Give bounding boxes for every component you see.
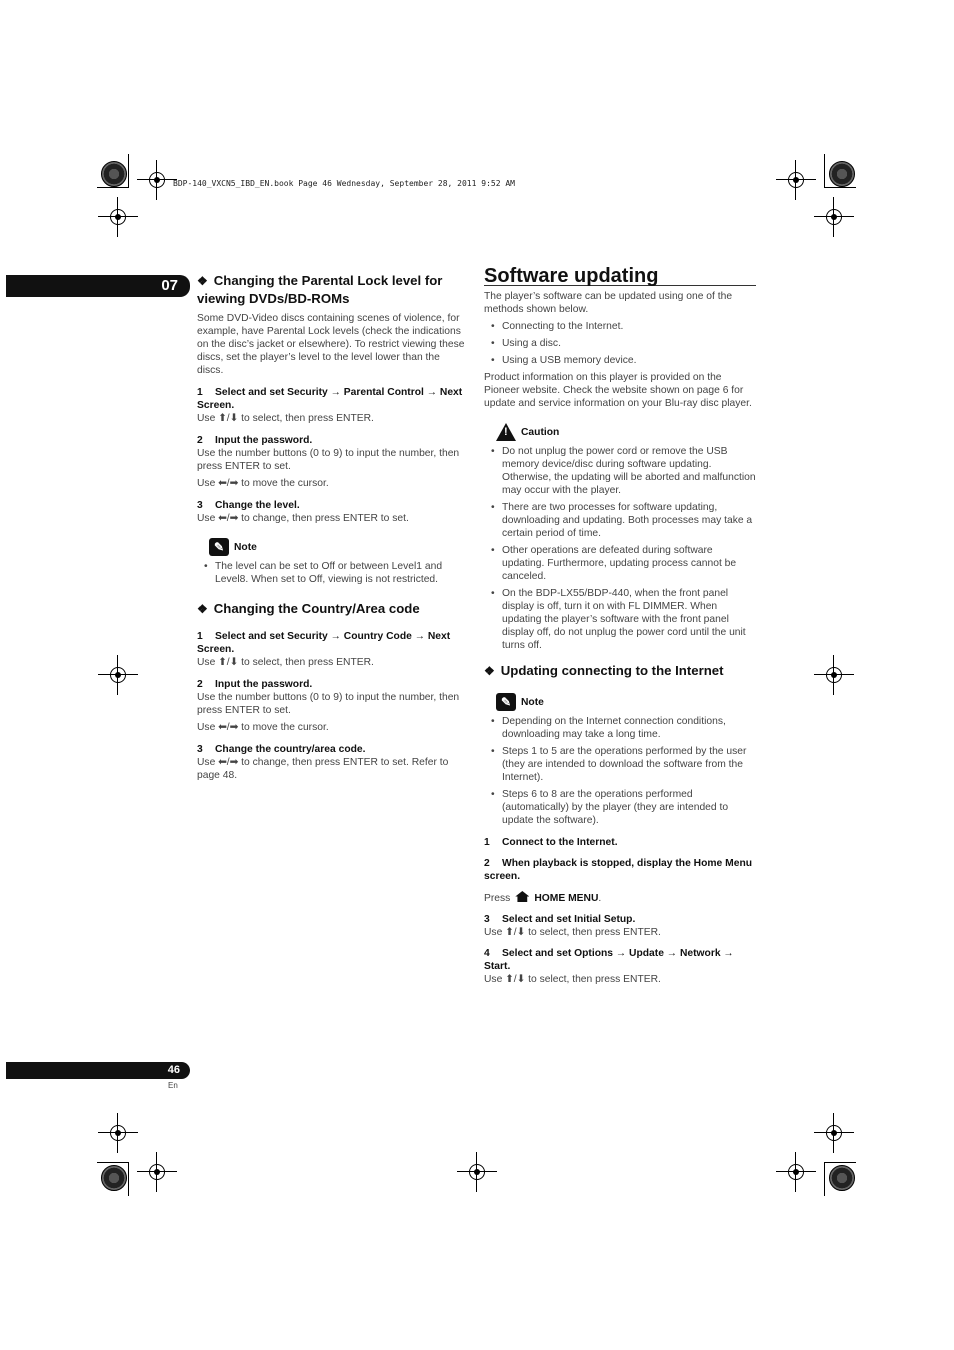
step-heading: 3 Change the country/area code. <box>197 744 366 755</box>
step-description: Press HOME MENU. <box>484 893 602 904</box>
file-header: BDP-140_VXCN5_IBD_EN.book Page 46 Wednesday, September 28, 2011 9:52 AM <box>173 179 515 188</box>
pencil-note-icon: ✎ <box>496 693 516 711</box>
step-description: Use ⬅/➡ to move the cursor. <box>197 478 329 489</box>
registration-mark <box>98 655 138 695</box>
registration-disc <box>829 161 855 187</box>
crop-line <box>824 187 856 188</box>
step-description: Use ⬆/⬇ to select, then press ENTER. <box>197 413 374 424</box>
diamond-icon: ❖ <box>197 602 208 616</box>
crop-line <box>128 154 129 188</box>
crop-line <box>128 1162 129 1196</box>
crop-line <box>824 154 825 188</box>
list-item: • Other operations are defeated during software updating. Furthermore, updating process cannot be canceled. <box>484 544 756 583</box>
paragraph: Some DVD-Video discs containing scenes of violence, for example, have Parental Lock levels (check the indications on the disc’s jacket or elsewhere). To restrict viewing these discs, set the player’s level to the level lower than the discs. <box>197 313 465 376</box>
paragraph: Product information on this player is provided on the Pioneer website. Check the website shown on page 6 for update and service information on your Blu-ray disc player. <box>484 372 752 409</box>
registration-mark <box>814 197 854 237</box>
section-heading: ❖ Changing the Country/Area code <box>197 601 420 616</box>
page-number: 46 <box>167 1064 180 1076</box>
page-number-tab <box>6 1062 190 1079</box>
step-heading: 1 Select and set Security → Country Code → Next Screen. <box>197 631 451 655</box>
chapter-number: 07 <box>161 277 178 294</box>
list-item: • Using a disc. <box>484 337 756 350</box>
list-item: • Do not unplug the power cord or remove the USB memory device/disc during software updating. Otherwise, the updating will be aborted and malfunction may occur with the player. <box>484 445 756 497</box>
step-heading: 2 Input the password. <box>197 679 313 690</box>
registration-mark <box>457 1152 497 1192</box>
step-description: Use ⬅/➡ to move the cursor. <box>197 722 329 733</box>
pencil-note-icon: ✎ <box>209 538 229 556</box>
registration-mark <box>98 1113 138 1153</box>
list-item: • Using a USB memory device. <box>484 354 756 367</box>
crop-line <box>97 187 129 188</box>
right-column <box>484 265 756 986</box>
step-description: Use ⬆/⬇ to select, then press ENTER. <box>197 657 374 668</box>
paragraph: The player’s software can be updated using one of the methods shown below. <box>484 291 733 315</box>
home-menu-label: HOME MENU <box>534 893 599 904</box>
registration-mark <box>776 1152 816 1192</box>
step-description: Use the number buttons (0 to 9) to input the number, then press ENTER to set. <box>197 448 460 472</box>
language-label: En <box>168 1081 178 1090</box>
registration-mark <box>814 1113 854 1153</box>
list-item: • Steps 6 to 8 are the operations performed (automatically) by the player (they are intended to update the software). <box>484 788 756 827</box>
step-heading: 1 Select and set Security → Parental Control → Next Screen. <box>197 387 463 411</box>
list-item: • The level can be set to Off or between Level1 and Level8. When set to Off, viewing is not restricted. <box>197 560 469 586</box>
step-heading: 3 Change the level. <box>197 500 300 511</box>
caution-heading: ! Caution <box>496 423 756 441</box>
note-list <box>197 560 469 586</box>
registration-disc <box>101 1165 127 1191</box>
section-heading: ❖ Updating connecting to the Internet <box>484 663 724 678</box>
step-description: Use ⬆/⬇ to select, then press ENTER. <box>484 927 661 938</box>
step-description: Use ⬅/➡ to change, then press ENTER to set. <box>197 513 409 524</box>
page-title: Software updating <box>484 270 756 286</box>
step-heading: 2 Input the password. <box>197 435 313 446</box>
step-description: Use ⬅/➡ to change, then press ENTER to set. Refer to page 48. <box>197 757 449 781</box>
step-heading: 4 Select and set Options → Update → Network → Start. <box>484 948 734 972</box>
registration-mark <box>137 1152 177 1192</box>
step-heading: 1 Connect to the Internet. <box>484 837 618 848</box>
step-description: Use the number buttons (0 to 9) to input the number, then press ENTER to set. <box>197 692 460 716</box>
step-heading: 3 Select and set Initial Setup. <box>484 914 636 925</box>
note-list <box>484 715 756 827</box>
list-item: • There are two processes for software updating, downloading and updating. Both processes may take a certain period of time. <box>484 501 756 540</box>
list-item: • Steps 1 to 5 are the operations performed by the user (they are intended to download the software from the Internet). <box>484 745 756 784</box>
step-description: Use ⬆/⬇ to select, then press ENTER. <box>484 974 661 985</box>
diamond-icon: ❖ <box>197 274 208 288</box>
crop-line <box>824 1162 825 1196</box>
registration-mark <box>776 160 816 200</box>
diamond-icon: ❖ <box>484 664 495 678</box>
list-item: • On the BDP-LX55/BDP-440, when the front panel display is off, turn it on with FL DIMMER. When updating the player’s software with the front panel display off, do not unplug the power cord until the unit turns off. <box>484 587 756 652</box>
left-column <box>197 272 469 782</box>
registration-mark <box>137 160 177 200</box>
methods-list <box>484 320 756 367</box>
registration-disc <box>101 161 127 187</box>
warning-icon <box>496 423 516 441</box>
registration-disc <box>829 1165 855 1191</box>
list-item: • Depending on the Internet connection conditions, downloading may take a long time. <box>484 715 756 741</box>
home-icon <box>515 891 529 902</box>
crop-line <box>97 1162 129 1163</box>
note-heading: ✎ Note <box>209 538 469 556</box>
list-item: • Connecting to the Internet. <box>484 320 756 333</box>
registration-mark <box>98 197 138 237</box>
crop-line <box>824 1162 856 1163</box>
section-heading: ❖ Changing the Parental Lock level for viewing DVDs/BD-ROMs <box>197 273 443 306</box>
step-heading: 2 When playback is stopped, display the Home Menu screen. <box>484 858 753 882</box>
chapter-tab <box>6 275 190 297</box>
caution-list <box>484 445 756 652</box>
note-heading: ✎ Note <box>496 693 756 711</box>
registration-mark <box>814 655 854 695</box>
